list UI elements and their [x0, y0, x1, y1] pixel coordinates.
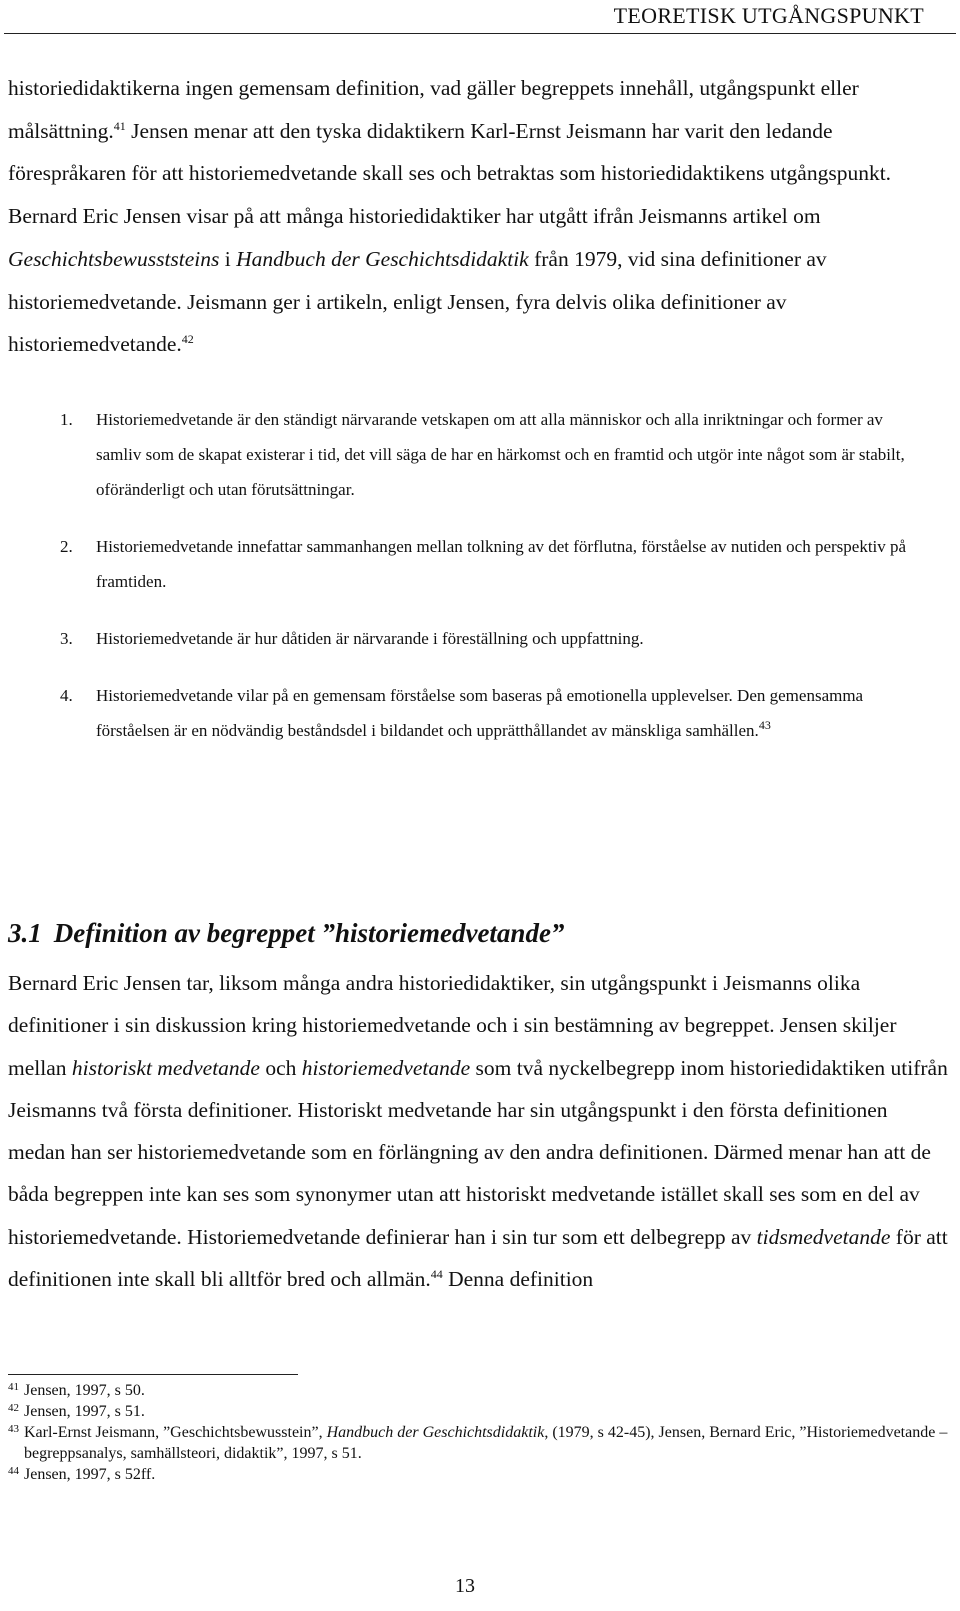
text-run: som två nyckelbegrepp inom historiedidaktiken utifrån Jeismanns två första definitioner. Historiskt medvetande har sin utgångspunkt i den första definitionen medan han ser historiemedvetande som en förlängning av den andra definitionen. Därmed menar han att de båda begreppen inte kan ses som synonymer utan att historiskt medvetande istället skall ses som en del av historiemedvetande. Historiemedvetande definierar han i sin tur som ett delbegrepp av [8, 1055, 948, 1249]
footnote-text: Jensen, 1997, s 50. [24, 1382, 145, 1399]
intro-paragraph [8, 67, 948, 366]
list-text: Historiemedvetande är hur dåtiden är närvarande i föreställning och uppfattning. [96, 629, 644, 648]
italic-title: Geschichtsbewusststeins [8, 246, 220, 271]
footnote-separator [8, 1374, 298, 1375]
list-text: Historiemedvetande är den ständigt närvarande vetskapen om att alla människor och alla inriktningar och former av samliv som de skapat existerar i tid, det vill säga de har en härkomst och en framtid och utgör inte något som är stabilt, oföränderligt och utan förutsättningar. [96, 410, 905, 499]
footnote-number: 42 [8, 1402, 19, 1414]
footnote-ref-42[interactable]: 42 [181, 332, 194, 347]
header-title: TEORETISK UTGÅNGSPUNKT [613, 3, 924, 28]
list-number: 2. [60, 537, 73, 556]
footnote-42 [8, 1401, 948, 1422]
list-number: 4. [60, 686, 73, 705]
footnote-ref-44[interactable]: 44 [430, 1267, 443, 1282]
text-run: från 1979, vid sina definitioner av historiemedvetande. Jeismann ger i artikeln, enligt Jensen, fyra delvis olika definitioner av historiemedvetande. [8, 246, 827, 357]
list-text: Historiemedvetande vilar på en gemensam förståelse som baseras på emotionella upplevelser. Den gemensamma förståelsen är en nödvändig beståndsdel i bildandet och upprätthållandet av mänskliga samhällen. [96, 686, 864, 740]
list-item [60, 402, 930, 507]
footnote-41 [8, 1380, 948, 1401]
italic-title: Handbuch der Geschichtsdidaktik [236, 246, 529, 271]
text-run: Bernard Eric Jensen tar, liksom många andra historiedidaktiker, sin utgångspunkt i Jeismanns olika definitioner i sin diskussion kring historiemedvetande och i sin bestämning av begreppet. Jensen skiljer mellan [8, 971, 897, 1080]
text-run: för att definitionen inte skall bli alltför bred och allmän. [8, 1224, 948, 1292]
header-rule [4, 33, 956, 34]
body-paragraph [8, 962, 948, 1300]
footnote-text: Jensen, 1997, s 51. [24, 1403, 145, 1420]
list-number: 1. [60, 410, 73, 429]
running-header [0, 0, 960, 35]
footnote-number: 43 [8, 1423, 19, 1435]
footnote-text: , (1979, s 42-45), Jensen, Bernard Eric, ”Historiemedvetande – begreppsanalys, samhällsteori, didaktik”, 1997, s 51. [24, 1424, 948, 1462]
text-run: och [259, 1055, 302, 1080]
footnotes [8, 1380, 948, 1485]
section-heading [8, 918, 564, 949]
page-number: 13 [455, 1575, 475, 1597]
list-item [60, 678, 930, 748]
text-run: historiedidaktikerna ingen gemensam definition, vad gäller begreppets innehåll, utgångspunkt eller målsättning. [8, 76, 859, 143]
italic-term: historiemedvetande [301, 1055, 471, 1080]
list-item [60, 621, 930, 656]
footnote-ref-41[interactable]: 41 [113, 118, 126, 133]
footnote-italic-title: Handbuch der Geschichtsdidaktik [326, 1424, 545, 1441]
text-run: Jensen menar att den tyska didaktikern Karl-Ernst Jeismann har varit den ledande förespråkaren för att historiemedvetande skall ses och betraktas som historiedidaktikens utgångspunkt. Bernard Eric Jensen visar på att många historiedidaktiker har utgått ifrån Jeismanns artikel om [8, 118, 892, 229]
text-run: Denna definition [442, 1267, 594, 1292]
footnote-ref-43[interactable]: 43 [758, 718, 771, 732]
italic-term: historiskt medvetande [71, 1055, 260, 1080]
list-number: 3. [60, 629, 73, 648]
italic-term: tidsmedvetande [756, 1224, 891, 1249]
footnote-number: 44 [8, 1465, 19, 1477]
section-title: Definition av begreppet ”historiemedvetande” [53, 918, 565, 948]
footnote-number: 41 [8, 1381, 19, 1393]
text-run: i [219, 246, 237, 271]
footnote-text: Jensen, 1997, s 52ff. [24, 1466, 156, 1483]
list-item [60, 529, 930, 599]
definition-list [60, 402, 930, 748]
footnote-44 [8, 1464, 948, 1485]
list-text: Historiemedvetande innefattar sammanhangen mellan tolkning av det förflutna, förståelse av nutiden och perspektiv på framtiden. [96, 537, 907, 591]
footnote-text: Karl-Ernst Jeismann, ”Geschichtsbewusstein”, [24, 1424, 327, 1441]
section-number: 3.1 [8, 918, 42, 948]
footnote-43 [8, 1422, 948, 1464]
